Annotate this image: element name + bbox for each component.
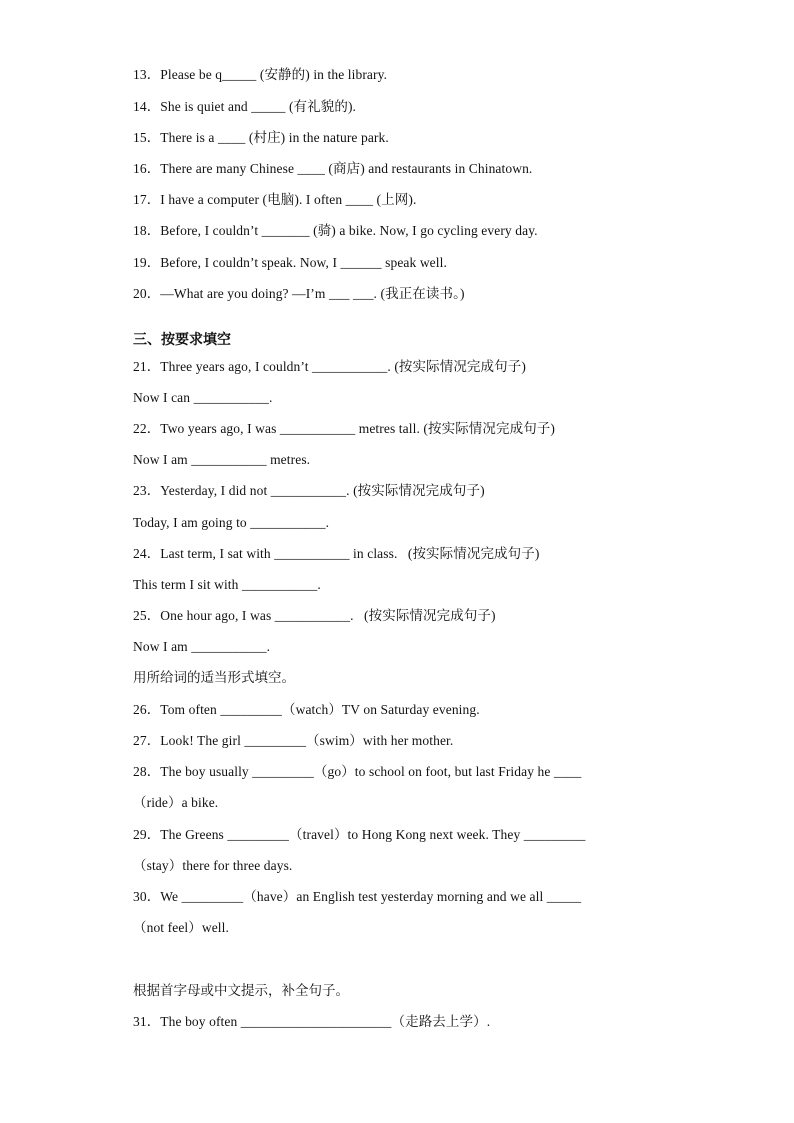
- question-18: 18．Before, I couldn’t _______ (骑) a bike. Now, I go cycling every day.: [133, 223, 538, 238]
- section-5-instruction: 根据首字母或中文提示，补全句子。: [133, 983, 349, 999]
- question-23-followup: Today, I am going to ___________.: [133, 515, 330, 530]
- question-28-continued: （ride）a bike.: [133, 795, 219, 810]
- question-21-followup: Now I can ___________.: [133, 390, 273, 405]
- question-31: 31．The boy often ______________________（走路去上学）.: [133, 1014, 491, 1029]
- question-26: 26．Tom often _________（watch）TV on Saturday evening.: [133, 702, 480, 717]
- question-24-followup: This term I sit with ___________.: [133, 577, 321, 592]
- question-17: 17．I have a computer (电脑). I often ____ (上网).: [133, 192, 417, 207]
- question-24: 24．Last term, I sat with ___________ in class. (按实际情况完成句子): [133, 546, 540, 561]
- question-27: 27．Look! The girl _________（swim）with her mother.: [133, 733, 454, 748]
- question-25-followup: Now I am ___________.: [133, 639, 271, 654]
- question-22: 22．Two years ago, I was ___________ metres tall. (按实际情况完成句子): [133, 421, 555, 436]
- question-13: 13．Please be q_____ (安静的) in the library.: [133, 67, 388, 82]
- question-30: 30．We _________（have）an English test yesterday morning and we all _____: [133, 889, 582, 904]
- question-23: 23．Yesterday, I did not ___________. (按实际情况完成句子): [133, 483, 485, 498]
- question-25: 25．One hour ago, I was ___________. (按实际情况完成句子): [133, 608, 496, 623]
- question-21: 21．Three years ago, I couldn’t ___________. (按实际情况完成句子): [133, 359, 526, 374]
- question-28: 28．The boy usually _________（go）to school on foot, but last Friday he ____: [133, 764, 582, 779]
- question-30-continued: （not feel）well.: [133, 920, 229, 935]
- question-19: 19．Before, I couldn’t speak. Now, I ______ speak well.: [133, 255, 447, 270]
- section-3-heading: 三、按要求填空: [133, 332, 231, 348]
- section-4-instruction: 用所给词的适当形式填空。: [133, 670, 295, 686]
- question-16: 16．There are many Chinese ____ (商店) and restaurants in Chinatown.: [133, 161, 533, 176]
- question-29: 29．The Greens _________（travel）to Hong Kong next week. They _________: [133, 827, 586, 842]
- question-20: 20．—What are you doing? —I’m ___ ___. (我正在读书。): [133, 286, 465, 301]
- question-14: 14．She is quiet and _____ (有礼貌的).: [133, 99, 357, 114]
- question-15: 15．There is a ____ (村庄) in the nature park.: [133, 130, 389, 145]
- question-22-followup: Now I am ___________ metres.: [133, 452, 311, 467]
- question-29-continued: （stay）there for three days.: [133, 858, 293, 873]
